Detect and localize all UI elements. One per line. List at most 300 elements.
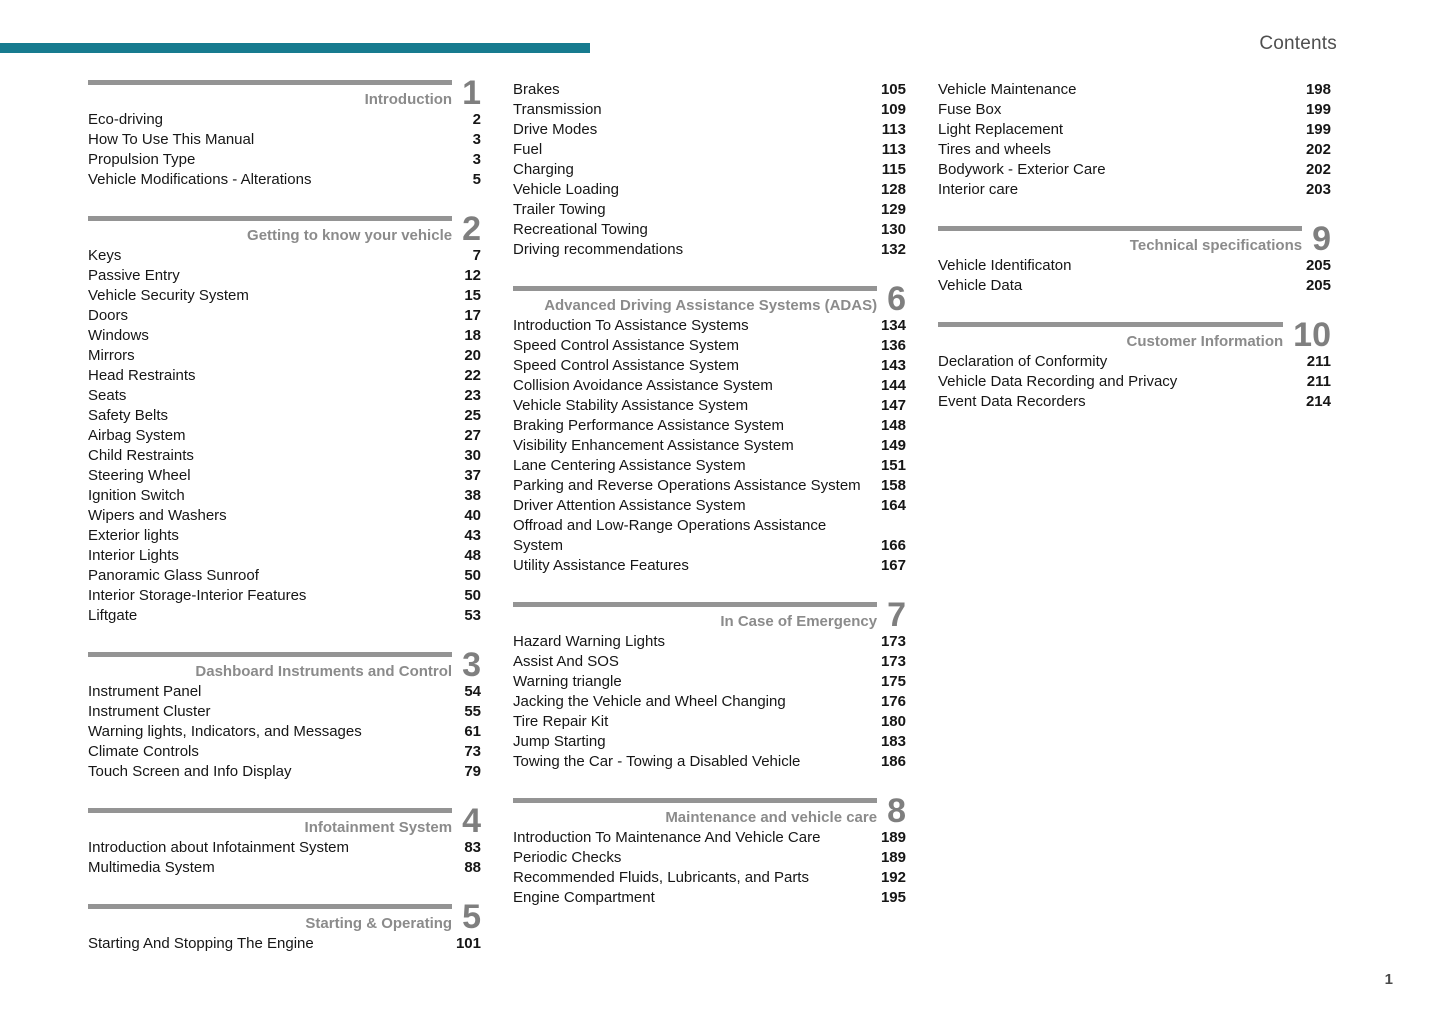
section-title: Introduction [364, 91, 453, 108]
toc-entry[interactable] [88, 346, 481, 366]
toc-entry[interactable] [88, 366, 481, 386]
page-number: 1 [1384, 971, 1393, 988]
toc-entry-page: 22 [464, 367, 481, 384]
section-title: Getting to know your vehicle [247, 227, 453, 244]
toc-entry-label: Interior Storage-Interior Features [88, 587, 307, 604]
toc-entry-label: Assist And SOS [513, 653, 619, 670]
toc-entry-page: 12 [464, 267, 481, 284]
toc-entry[interactable] [88, 170, 481, 190]
toc-entry-page: 199 [1305, 121, 1331, 138]
toc-entry-page: 43 [464, 527, 481, 544]
toc-entry-page: 203 [1305, 181, 1331, 198]
toc-entry[interactable] [513, 732, 906, 752]
toc-entry[interactable] [88, 762, 481, 782]
section-header-left [88, 652, 452, 682]
toc-entry-label: Eco-driving [88, 111, 164, 128]
section-number: 4 [462, 802, 481, 840]
toc-column [938, 80, 1331, 980]
toc-entry-label: Lane Centering Assistance System [513, 457, 746, 474]
toc-entry[interactable] [88, 702, 481, 722]
toc-entry-label: Steering Wheel [88, 467, 191, 484]
toc-entry-label: Fuel [513, 141, 543, 158]
section-header [938, 316, 1331, 354]
section-rule [938, 226, 1302, 231]
toc-section [88, 898, 481, 954]
toc-section [88, 74, 481, 190]
toc-entry[interactable] [88, 110, 481, 130]
toc-entry-page: 101 [455, 935, 481, 952]
toc-entry-page: 134 [880, 317, 906, 334]
toc-entry-page: 113 [881, 121, 906, 138]
section-rule [88, 652, 452, 657]
section-header [513, 280, 906, 318]
toc-entry-page: 166 [880, 537, 906, 554]
section-items [88, 110, 481, 190]
toc-entry[interactable] [938, 160, 1331, 180]
toc-entry-page: 83 [464, 839, 481, 856]
section-rule [88, 808, 452, 813]
toc-entry-page: 50 [464, 567, 481, 584]
toc-entry[interactable] [88, 466, 481, 486]
toc-entry[interactable] [938, 372, 1331, 392]
toc-entry-page: 128 [880, 181, 906, 198]
toc-entry[interactable] [513, 396, 906, 416]
toc-entry[interactable] [513, 712, 906, 732]
toc-entry-label: Head Restraints [88, 367, 196, 384]
toc-entry[interactable] [513, 200, 906, 220]
toc-entry[interactable] [938, 120, 1331, 140]
toc-entry-label: Instrument Panel [88, 683, 202, 700]
section-items [513, 80, 906, 260]
toc-entry[interactable] [88, 486, 481, 506]
toc-entry[interactable] [513, 140, 906, 160]
toc-entry-label: Fuse Box [938, 101, 1002, 118]
toc-entry[interactable] [938, 140, 1331, 160]
toc-entry[interactable] [938, 100, 1331, 120]
toc-entry-label: Warning triangle [513, 673, 622, 690]
toc-entry-label: Warning lights, Indicators, and Messages [88, 723, 362, 740]
toc-entry[interactable] [88, 506, 481, 526]
toc-entry-page: 144 [880, 377, 906, 394]
toc-entry-page: 88 [464, 859, 481, 876]
toc-entry[interactable] [513, 476, 906, 496]
section-number: 6 [887, 280, 906, 318]
section-items [513, 828, 906, 908]
toc-entry-page: 18 [464, 327, 481, 344]
toc-entry-label: Passive Entry [88, 267, 180, 284]
section-number: 3 [462, 646, 481, 684]
toc-entry[interactable] [88, 586, 481, 606]
toc-entry-page: 7 [472, 247, 481, 264]
toc-entry[interactable] [513, 356, 906, 376]
toc-entry-label: Charging [513, 161, 574, 178]
toc-entry-label: Speed Control Assistance System [513, 357, 739, 374]
toc-entry-page: 55 [464, 703, 481, 720]
toc-entry-label: Instrument Cluster [88, 703, 211, 720]
toc-entry-page: 205 [1305, 277, 1331, 294]
toc-entry-page: 189 [880, 829, 906, 846]
toc-entry[interactable] [88, 266, 481, 286]
toc-entry-label: Trailer Towing [513, 201, 606, 218]
toc-entry[interactable] [88, 858, 481, 878]
toc-entry-page: 53 [464, 607, 481, 624]
toc-entry[interactable] [513, 80, 906, 100]
toc-entry-page: 48 [464, 547, 481, 564]
toc-entry-page: 192 [880, 869, 906, 886]
toc-entry-page: 15 [464, 287, 481, 304]
toc-section [513, 596, 906, 772]
toc-entry-page: 211 [1306, 353, 1331, 370]
toc-entry[interactable] [513, 456, 906, 476]
toc-entry-page: 23 [464, 387, 481, 404]
toc-entry-page: 214 [1305, 393, 1331, 410]
toc-entry[interactable] [88, 722, 481, 742]
toc-section [513, 280, 906, 576]
toc-entry-label: Vehicle Maintenance [938, 81, 1077, 98]
toc-entry[interactable] [513, 672, 906, 692]
toc-entry[interactable] [513, 868, 906, 888]
toc-entry-label: Bodywork - Exterior Care [938, 161, 1106, 178]
toc-entry-label: Safety Belts [88, 407, 169, 424]
section-rule [513, 602, 877, 607]
toc-entry-label: Transmission [513, 101, 602, 118]
toc-entry-page: 148 [880, 417, 906, 434]
toc-entry-label: Vehicle Security System [88, 287, 249, 304]
toc-section [88, 802, 481, 878]
toc-columns [88, 74, 1331, 980]
section-number: 8 [887, 792, 906, 830]
toc-entry-label: Vehicle Data Recording and Privacy [938, 373, 1178, 390]
section-items [88, 934, 481, 954]
toc-entry-page: 202 [1305, 161, 1331, 178]
toc-entry-label: Seats [88, 387, 127, 404]
toc-section [513, 80, 906, 260]
toc-entry-label: Speed Control Assistance System [513, 337, 739, 354]
section-rule [938, 322, 1283, 327]
toc-entry-label: Jump Starting [513, 733, 606, 750]
toc-entry-page: 143 [880, 357, 906, 374]
toc-entry-label: Panoramic Glass Sunroof [88, 567, 259, 584]
toc-entry-label: Driving recommendations [513, 241, 684, 258]
toc-entry[interactable] [513, 516, 906, 556]
section-title: Starting & Operating [305, 915, 453, 932]
toc-entry[interactable] [513, 240, 906, 260]
toc-entry-label: Wipers and Washers [88, 507, 227, 524]
toc-entry-label: Multimedia System [88, 859, 215, 876]
toc-entry[interactable] [938, 352, 1331, 372]
section-header-left [513, 798, 877, 828]
toc-entry-label: Vehicle Modifications - Alterations [88, 171, 312, 188]
toc-entry[interactable] [513, 632, 906, 652]
toc-section [938, 220, 1331, 296]
section-items [88, 838, 481, 878]
toc-entry[interactable] [513, 556, 906, 576]
toc-entry[interactable] [513, 848, 906, 868]
toc-section [938, 316, 1331, 412]
toc-entry-page: 105 [880, 81, 906, 98]
toc-entry[interactable] [938, 180, 1331, 200]
toc-entry[interactable] [88, 130, 481, 150]
section-number: 9 [1312, 220, 1331, 258]
section-header [88, 210, 481, 248]
section-header-left [513, 286, 877, 316]
toc-entry[interactable] [88, 934, 481, 954]
toc-entry-page: 113 [881, 141, 906, 158]
toc-entry[interactable] [88, 526, 481, 546]
toc-entry-label: Keys [88, 247, 122, 264]
toc-entry[interactable] [513, 220, 906, 240]
toc-entry-page: 5 [472, 171, 481, 188]
toc-entry[interactable] [938, 80, 1331, 100]
section-rule [88, 80, 452, 85]
toc-entry-label: Vehicle Stability Assistance System [513, 397, 749, 414]
toc-entry-label: Recreational Towing [513, 221, 648, 238]
section-header [88, 898, 481, 936]
toc-entry-page: 167 [880, 557, 906, 574]
toc-entry-label: How To Use This Manual [88, 131, 255, 148]
toc-entry-page: 17 [464, 307, 481, 324]
section-items [88, 246, 481, 626]
section-number: 7 [887, 596, 906, 634]
toc-entry[interactable] [513, 752, 906, 772]
toc-entry[interactable] [88, 306, 481, 326]
toc-entry-page: 50 [464, 587, 481, 604]
toc-entry[interactable] [513, 652, 906, 672]
toc-column [513, 80, 906, 980]
toc-entry-label: Liftgate [88, 607, 138, 624]
toc-entry-page: 25 [464, 407, 481, 424]
toc-entry-label: Event Data Recorders [938, 393, 1086, 410]
toc-entry-page: 136 [880, 337, 906, 354]
toc-entry-label: Introduction To Maintenance And Vehicle Care [513, 829, 821, 846]
section-header [88, 802, 481, 840]
toc-entry[interactable] [513, 376, 906, 396]
section-number: 5 [462, 898, 481, 936]
toc-entry-page: 180 [880, 713, 906, 730]
toc-entry-label: Brakes [513, 81, 560, 98]
toc-entry-page: 205 [1305, 257, 1331, 274]
toc-column [88, 74, 481, 980]
toc-entry-label: Vehicle Identificaton [938, 257, 1072, 274]
toc-entry-label: Drive Modes [513, 121, 598, 138]
toc-entry-label: Engine Compartment [513, 889, 655, 906]
toc-entry[interactable] [88, 742, 481, 762]
toc-entry-label: Braking Performance Assistance System [513, 417, 784, 434]
toc-entry[interactable] [88, 446, 481, 466]
toc-entry-page: 30 [464, 447, 481, 464]
toc-entry-label: Periodic Checks [513, 849, 622, 866]
toc-entry[interactable] [513, 496, 906, 516]
section-header [938, 220, 1331, 258]
toc-entry[interactable] [513, 336, 906, 356]
toc-entry-label: Towing the Car - Towing a Disabled Vehicle [513, 753, 801, 770]
toc-entry-page: 61 [464, 723, 481, 740]
toc-entry-page: 27 [464, 427, 481, 444]
section-header-left [88, 80, 452, 110]
toc-entry[interactable] [938, 392, 1331, 412]
toc-entry-label: Doors [88, 307, 129, 324]
section-rule [88, 216, 452, 221]
toc-section [513, 792, 906, 908]
toc-entry-label: Light Replacement [938, 121, 1064, 138]
section-header [88, 646, 481, 684]
section-header-left [88, 216, 452, 246]
toc-entry-label: Vehicle Loading [513, 181, 619, 198]
section-title: Infotainment System [304, 819, 453, 836]
toc-entry[interactable] [513, 436, 906, 456]
section-header-left [938, 226, 1302, 256]
section-header [513, 792, 906, 830]
section-header-left [938, 322, 1283, 352]
toc-entry-label: Introduction To Assistance Systems [513, 317, 749, 334]
toc-entry-label: Introduction about Infotainment System [88, 839, 349, 856]
toc-entry-page: 198 [1305, 81, 1331, 98]
toc-entry-page: 38 [464, 487, 481, 504]
toc-entry-page: 2 [472, 111, 481, 128]
toc-entry-page: 115 [881, 161, 906, 178]
toc-section [88, 210, 481, 626]
section-rule [513, 798, 877, 803]
toc-entry-label: Tires and wheels [938, 141, 1051, 158]
toc-entry-page: 199 [1305, 101, 1331, 118]
toc-entry-label: Starting And Stopping The Engine [88, 935, 314, 952]
toc-section [88, 646, 481, 782]
toc-entry-page: 20 [464, 347, 481, 364]
toc-entry[interactable] [88, 150, 481, 170]
toc-entry[interactable] [513, 316, 906, 336]
toc-entry[interactable] [88, 838, 481, 858]
toc-entry-label: Windows [88, 327, 149, 344]
toc-entry-label: Jacking the Vehicle and Wheel Changing [513, 693, 786, 710]
toc-entry-page: 129 [880, 201, 906, 218]
section-rule [513, 286, 877, 291]
toc-entry-page: 176 [880, 693, 906, 710]
toc-entry[interactable] [88, 286, 481, 306]
toc-entry-page: 211 [1306, 373, 1331, 390]
section-header-left [513, 602, 877, 632]
section-title: Advanced Driving Assistance Systems (ADAS) [544, 297, 878, 314]
toc-entry[interactable] [88, 426, 481, 446]
toc-entry-label: Climate Controls [88, 743, 199, 760]
toc-entry-label: Hazard Warning Lights [513, 633, 666, 650]
toc-entry-label: Touch Screen and Info Display [88, 763, 292, 780]
toc-entry-label: Parking and Reverse Operations Assistance System [513, 477, 861, 494]
toc-entry[interactable] [938, 256, 1331, 276]
section-items [513, 632, 906, 772]
toc-entry-page: 173 [880, 633, 906, 650]
toc-entry-page: 183 [880, 733, 906, 750]
toc-entry-page: 189 [880, 849, 906, 866]
toc-entry-label: Interior care [938, 181, 1019, 198]
toc-entry-label: Airbag System [88, 427, 186, 444]
toc-entry[interactable] [938, 276, 1331, 296]
toc-entry[interactable] [513, 888, 906, 908]
toc-entry[interactable] [88, 546, 481, 566]
toc-entry-page: 149 [880, 437, 906, 454]
toc-entry[interactable] [513, 828, 906, 848]
toc-entry-label: Propulsion Type [88, 151, 196, 168]
section-number: 10 [1293, 316, 1331, 354]
toc-entry[interactable] [88, 682, 481, 702]
accent-bar [0, 43, 590, 53]
toc-entry-label: Tire Repair Kit [513, 713, 609, 730]
toc-entry-page: 79 [464, 763, 481, 780]
section-items [938, 80, 1331, 200]
section-title: Technical specifications [1129, 237, 1303, 254]
toc-entry-page: 40 [464, 507, 481, 524]
contents-header: Contents [1259, 33, 1337, 54]
toc-entry-page: 195 [880, 889, 906, 906]
section-items [513, 316, 906, 576]
section-items [938, 352, 1331, 412]
toc-entry-label: Utility Assistance Features [513, 557, 689, 574]
toc-entry-page: 3 [472, 131, 481, 148]
toc-entry-label: Ignition Switch [88, 487, 185, 504]
toc-entry-label: Declaration of Conformity [938, 353, 1108, 370]
toc-entry-page: 37 [464, 467, 481, 484]
section-number: 1 [462, 74, 481, 112]
toc-entry-page: 175 [880, 673, 906, 690]
toc-entry-label: Exterior lights [88, 527, 179, 544]
toc-entry-label: Recommended Fluids, Lubricants, and Parts [513, 869, 809, 886]
toc-entry-label: Visibility Enhancement Assistance System [513, 437, 794, 454]
toc-entry[interactable] [513, 160, 906, 180]
toc-entry-page: 147 [880, 397, 906, 414]
toc-entry[interactable] [513, 416, 906, 436]
toc-entry[interactable] [88, 246, 481, 266]
toc-entry[interactable] [88, 406, 481, 426]
section-title: Dashboard Instruments and Control [195, 663, 453, 680]
toc-entry[interactable] [513, 180, 906, 200]
section-title: Maintenance and vehicle care [665, 809, 878, 826]
section-items [938, 256, 1331, 296]
section-number: 2 [462, 210, 481, 248]
toc-section [938, 80, 1331, 200]
section-title: In Case of Emergency [720, 613, 878, 630]
toc-entry-page: 202 [1305, 141, 1331, 158]
section-rule [88, 904, 452, 909]
toc-entry-page: 151 [880, 457, 906, 474]
section-header [513, 596, 906, 634]
toc-entry-page: 54 [464, 683, 481, 700]
toc-entry-page: 109 [880, 101, 906, 118]
toc-entry[interactable] [88, 386, 481, 406]
toc-entry-label: Vehicle Data [938, 277, 1023, 294]
toc-entry-page: 158 [880, 477, 906, 494]
toc-entry[interactable] [88, 566, 481, 586]
section-title: Customer Information [1126, 333, 1284, 350]
section-header-left [88, 808, 452, 838]
toc-entry-page: 164 [880, 497, 906, 514]
toc-entry-label: Driver Attention Assistance System [513, 497, 746, 514]
toc-entry[interactable] [513, 100, 906, 120]
toc-entry-page: 3 [472, 151, 481, 168]
toc-entry-page: 186 [880, 753, 906, 770]
toc-entry-page: 73 [464, 743, 481, 760]
section-items [88, 682, 481, 782]
toc-entry-label: Offroad and Low-Range Operations Assistance System [513, 517, 827, 554]
toc-entry-page: 132 [880, 241, 906, 258]
toc-entry[interactable] [513, 120, 906, 140]
toc-entry-label: Child Restraints [88, 447, 194, 464]
toc-entry[interactable] [88, 606, 481, 626]
toc-entry[interactable] [513, 692, 906, 712]
toc-entry-page: 173 [880, 653, 906, 670]
toc-entry-label: Mirrors [88, 347, 135, 364]
section-header [88, 74, 481, 112]
toc-entry-label: Collision Avoidance Assistance System [513, 377, 773, 394]
toc-entry[interactable] [88, 326, 481, 346]
